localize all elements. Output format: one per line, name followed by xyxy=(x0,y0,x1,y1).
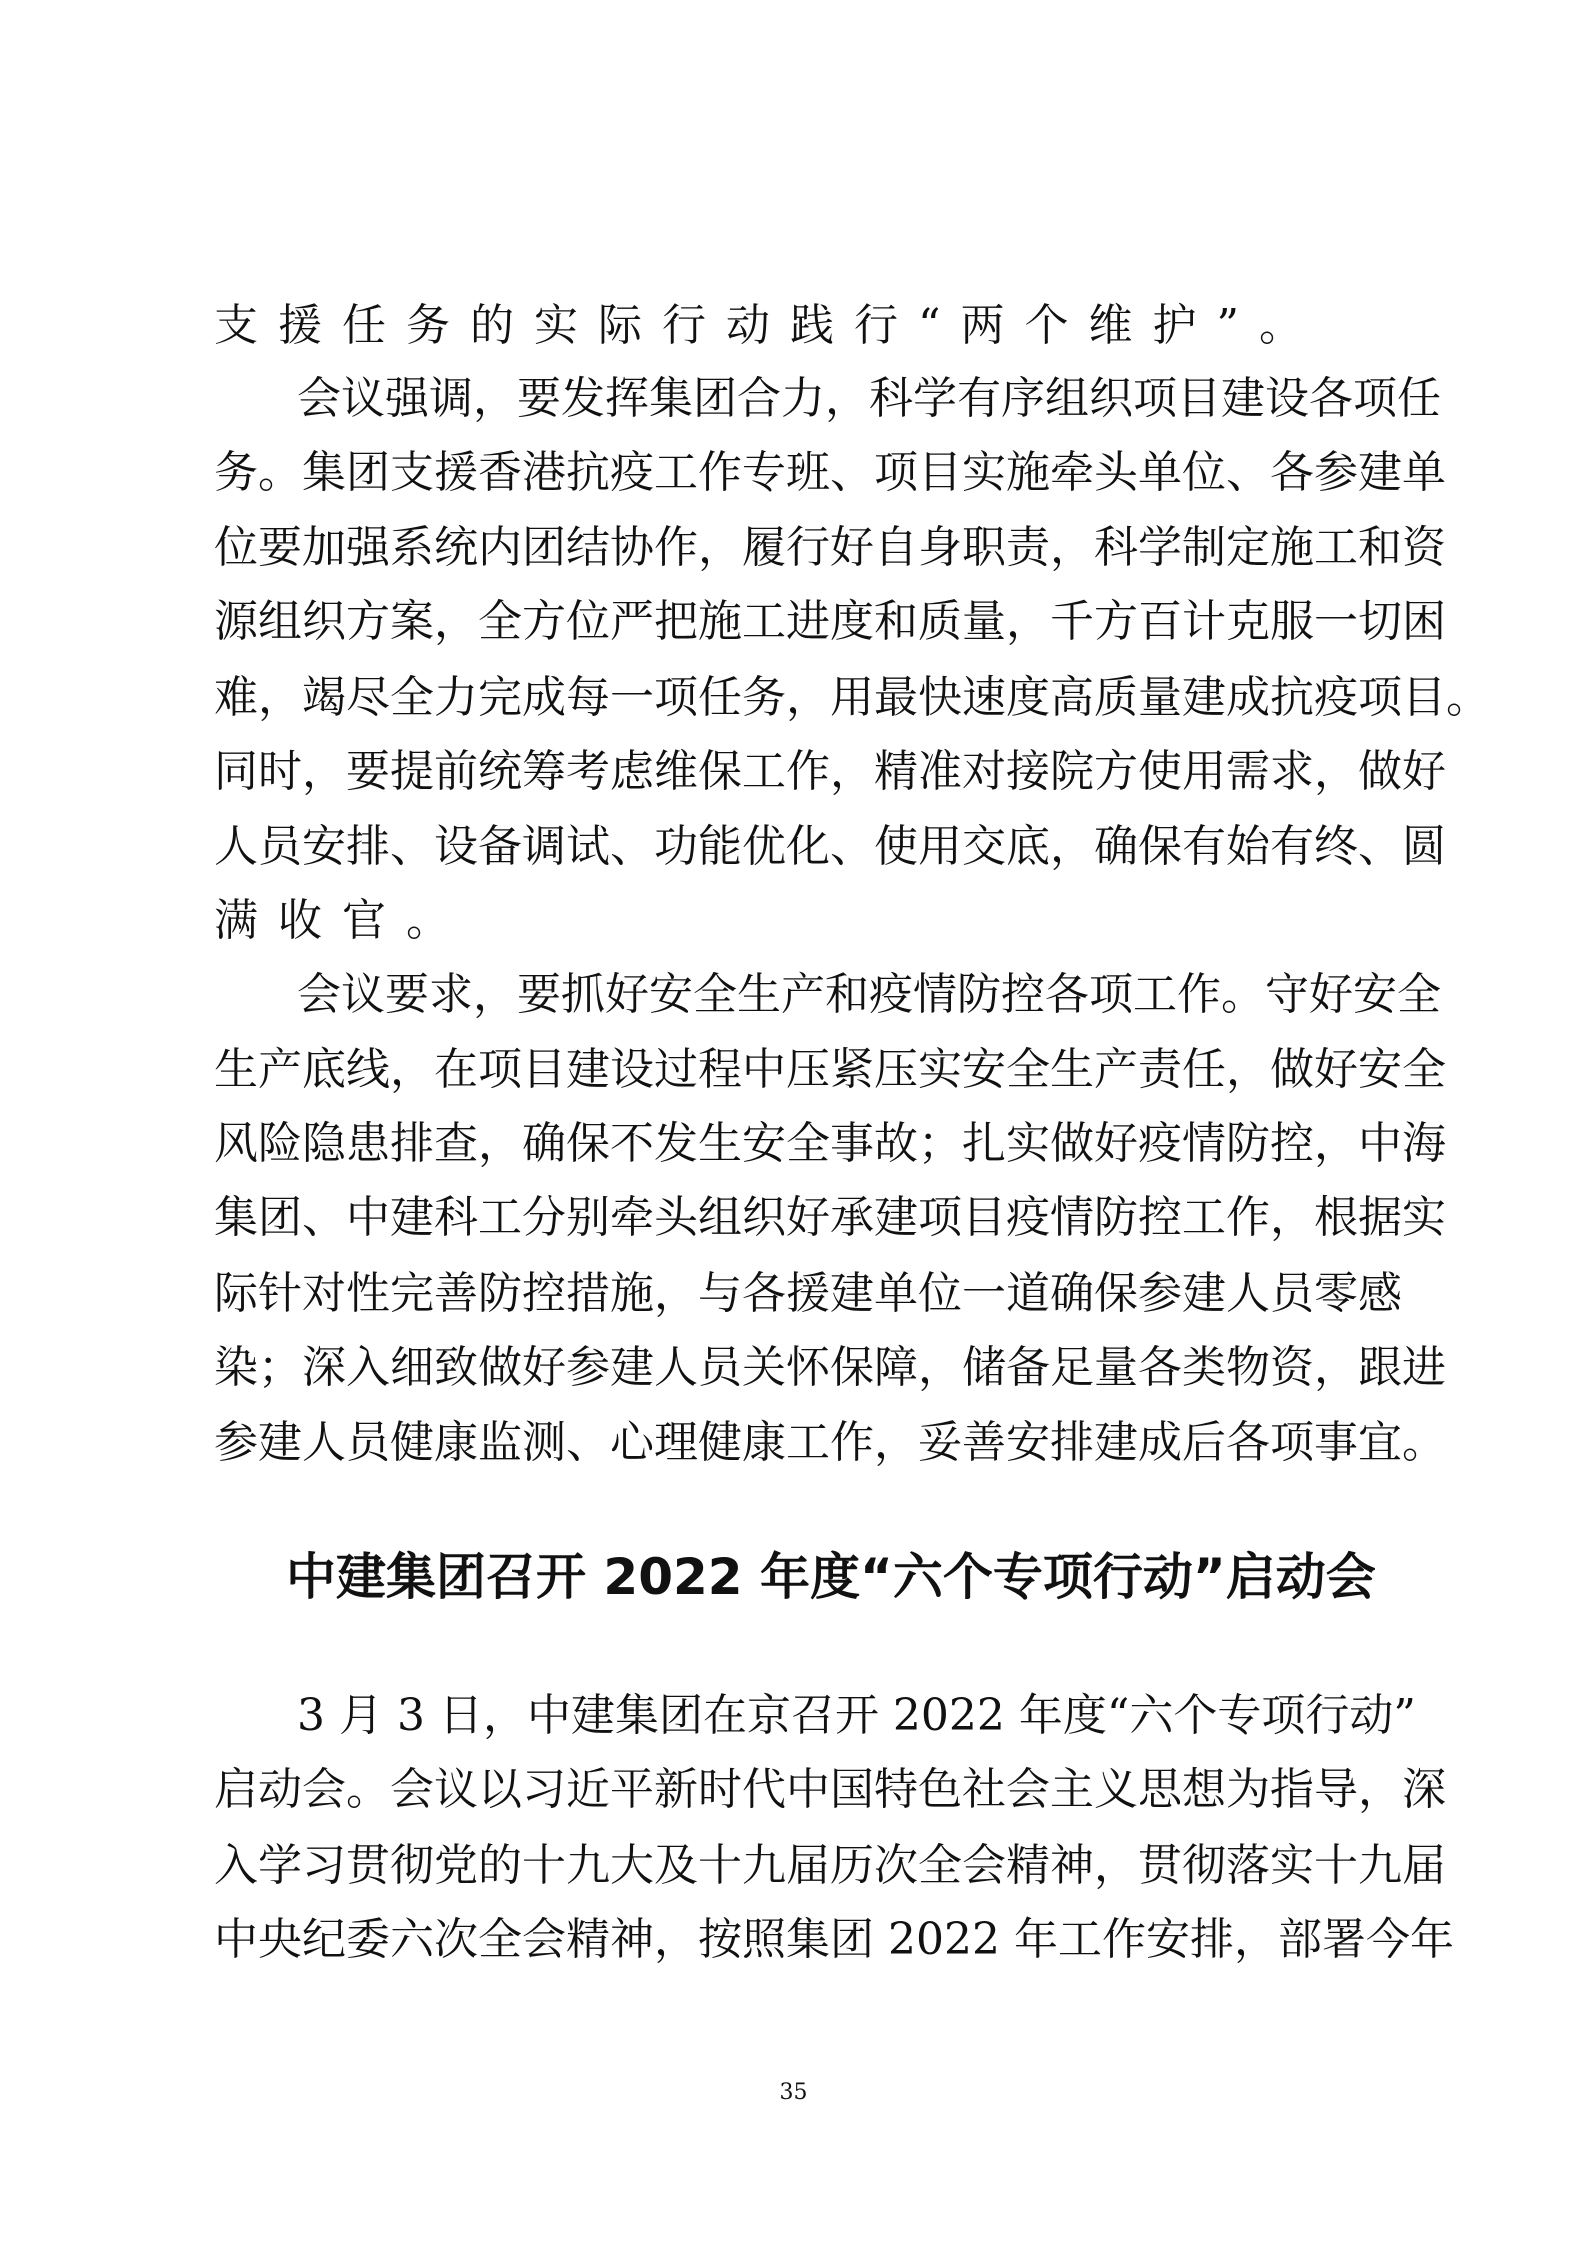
paragraph-line: 支援任务的实际行动践行“两个维护”。 xyxy=(214,300,1323,351)
paragraph-line: 3 月 3 日，中建集团在京召开 2022 年度“六个专项行动” xyxy=(297,1690,1416,1741)
paragraph-line: 际针对性完善防控措施，与各援建单位一道确保参建人员零感 xyxy=(214,1268,1402,1319)
section-heading: 中建集团召开 2022 年度“六个专项行动”启动会 xyxy=(286,1548,1376,1606)
paragraph-line: 源组织方案，全方位严把施工进度和质量，千方百计克服一切困 xyxy=(214,596,1446,647)
paragraph-line: 难，竭尽全力完成每一项任务，用最快速度高质量建成抗疫项目。 xyxy=(214,672,1490,723)
paragraph-line: 中央纪委六次全会精神，按照集团 2022 年工作安排，部署今年 xyxy=(214,1914,1454,1965)
paragraph-line: 位要加强系统内团结协作，履行好自身职责，科学制定施工和资 xyxy=(214,522,1446,573)
paragraph-line: 务。集团支援香港抗疫工作专班、项目实施牵头单位、各参建单 xyxy=(214,447,1446,498)
paragraph-line: 风险隐患排查，确保不发生安全事故；扎实做好疫情防控，中海 xyxy=(214,1118,1446,1169)
paragraph-line: 生产底线，在项目建设过程中压紧压实安全生产责任，做好安全 xyxy=(214,1044,1446,1095)
paragraph-line: 染；深入细致做好参建人员关怀保障，储备足量各类物资，跟进 xyxy=(214,1342,1446,1393)
paragraph-line: 参建人员健康监测、心理健康工作，妥善安排建成后各项事宜。 xyxy=(214,1417,1446,1468)
paragraph-line: 启动会。会议以习近平新时代中国特色社会主义思想为指导，深 xyxy=(214,1764,1446,1815)
paragraph-line: 人员安排、设备调试、功能优化、使用交底，确保有始有终、圆 xyxy=(214,821,1446,872)
page-number: 35 xyxy=(779,2080,808,2105)
paragraph-line: 入学习贯彻党的十九大及十九届历次全会精神，贯彻落实十九届 xyxy=(214,1840,1446,1891)
paragraph-line: 会议强调，要发挥集团合力，科学有序组织项目建设各项任 xyxy=(297,373,1441,424)
paragraph-line: 同时，要提前统筹考虑维保工作，精准对接院方使用需求，做好 xyxy=(214,746,1446,797)
paragraph-line: 会议要求，要抓好安全生产和疫情防控各项工作。守好安全 xyxy=(297,969,1441,1020)
paragraph-line: 满收官。 xyxy=(214,895,470,946)
paragraph-line: 集团、中建科工分别牵头组织好承建项目疫情防控工作，根据实 xyxy=(214,1192,1446,1243)
